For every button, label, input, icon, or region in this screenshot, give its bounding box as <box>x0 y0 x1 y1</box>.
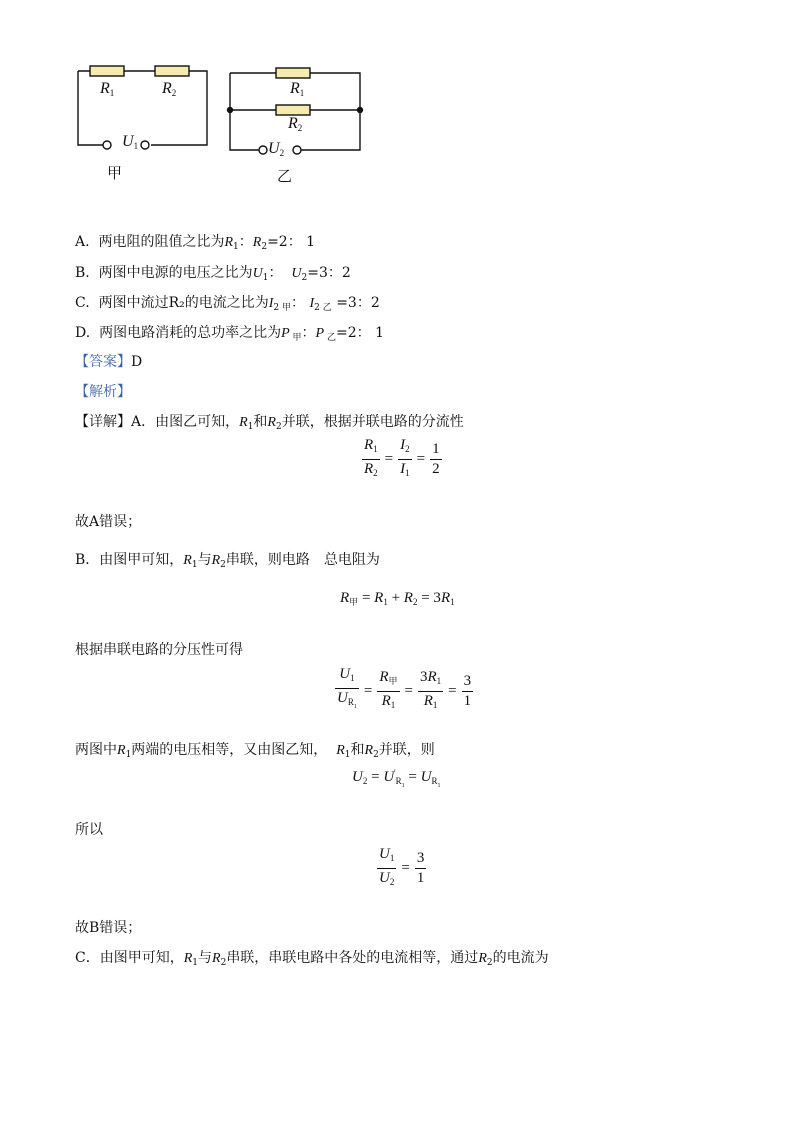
resistor-r1-jia <box>90 66 124 76</box>
resistor-r2-jia <box>155 66 189 76</box>
label-r2-jia: $R_2$ <box>162 80 177 98</box>
option-b: B. 两图中电源的电压之比为$U_1$： $U_2=3$：2 <box>75 265 351 283</box>
terminal-icon <box>141 141 149 149</box>
formula-voltage-ratio: $\frac{U_1}{U_{R_1}}$ = $\frac{R_甲}{R_1}$ = $\frac{3R_1}{R_1}$ = $\frac{3}{1}$ <box>337 666 472 710</box>
label-u2: $U_2$ <box>268 140 285 158</box>
caption-yi: 乙 <box>277 167 293 185</box>
label-r1-yi: $R_1$ <box>290 80 305 98</box>
terminal-icon <box>259 146 267 154</box>
resistor-r2-yi <box>276 105 310 115</box>
analysis-line: 【解析】 <box>75 384 131 400</box>
label-r1-jia: $R_1$ <box>100 80 115 98</box>
option-a: A. 两电阻的阻值之比为$R_1$：$R_2=2$： 1 <box>75 234 316 252</box>
detail-a-intro: 【详解】A．由图乙可知，$R_1$和$R_2$并联，根据并联电路的分流性 <box>75 414 464 432</box>
formula-ratio-a: $\frac{R_1}{R_2}$ = $\frac{I_2}{I_1}$ = $\frac{1}{2}$ <box>364 437 440 478</box>
terminal-icon <box>293 146 301 154</box>
conclusion-b: 故B错误； <box>75 920 142 936</box>
option-c: C. 两图中流过R₂的电流之比为$I_{2 甲}$： $I_{2 乙} =3$：2 <box>75 295 380 313</box>
answer-line: 【答案】D <box>75 354 143 370</box>
detail-b-equal: 两图中$R_1$两端的电压相等，又由图乙知， $R_1$和$R_2$并联，则 <box>75 742 435 760</box>
caption-jia: 甲 <box>107 164 123 182</box>
junction-icon <box>358 108 363 113</box>
detail-b-voltage: 根据串联电路的分压性可得 <box>75 642 243 658</box>
detail-b-so: 所以 <box>75 822 103 838</box>
junction-icon <box>228 108 233 113</box>
conclusion-a: 故A错误； <box>75 514 142 530</box>
formula-total-resistance: $R_甲 = R_1 + R_2 = 3R_1$ <box>340 590 455 607</box>
label-r2-yi: $R_2$ <box>288 115 303 133</box>
detail-b-intro: B．由图甲可知，$R_1$与$R_2$串联，则电路 总电阻为 <box>75 552 380 570</box>
label-u1: $U_1$ <box>122 133 139 151</box>
resistor-r1-yi <box>276 68 310 78</box>
formula-u2-equal: $U_2 = U'_{R_1} = U_{R_1}$ <box>352 768 441 789</box>
option-d: D. 两图电路消耗的总功率之比为P $_甲$：P $_乙$=2： 1 <box>75 325 384 343</box>
formula-u1-u2: $\frac{U_1}{U_2}$ = $\frac{3}{1}$ <box>379 846 425 887</box>
terminal-icon <box>103 141 111 149</box>
circuit-jia <box>78 66 207 149</box>
detail-c-intro: C．由图甲可知，$R_1$与$R_2$串联，串联电路中各处的电流相等，通过$R_2$的电流为 <box>75 950 549 968</box>
